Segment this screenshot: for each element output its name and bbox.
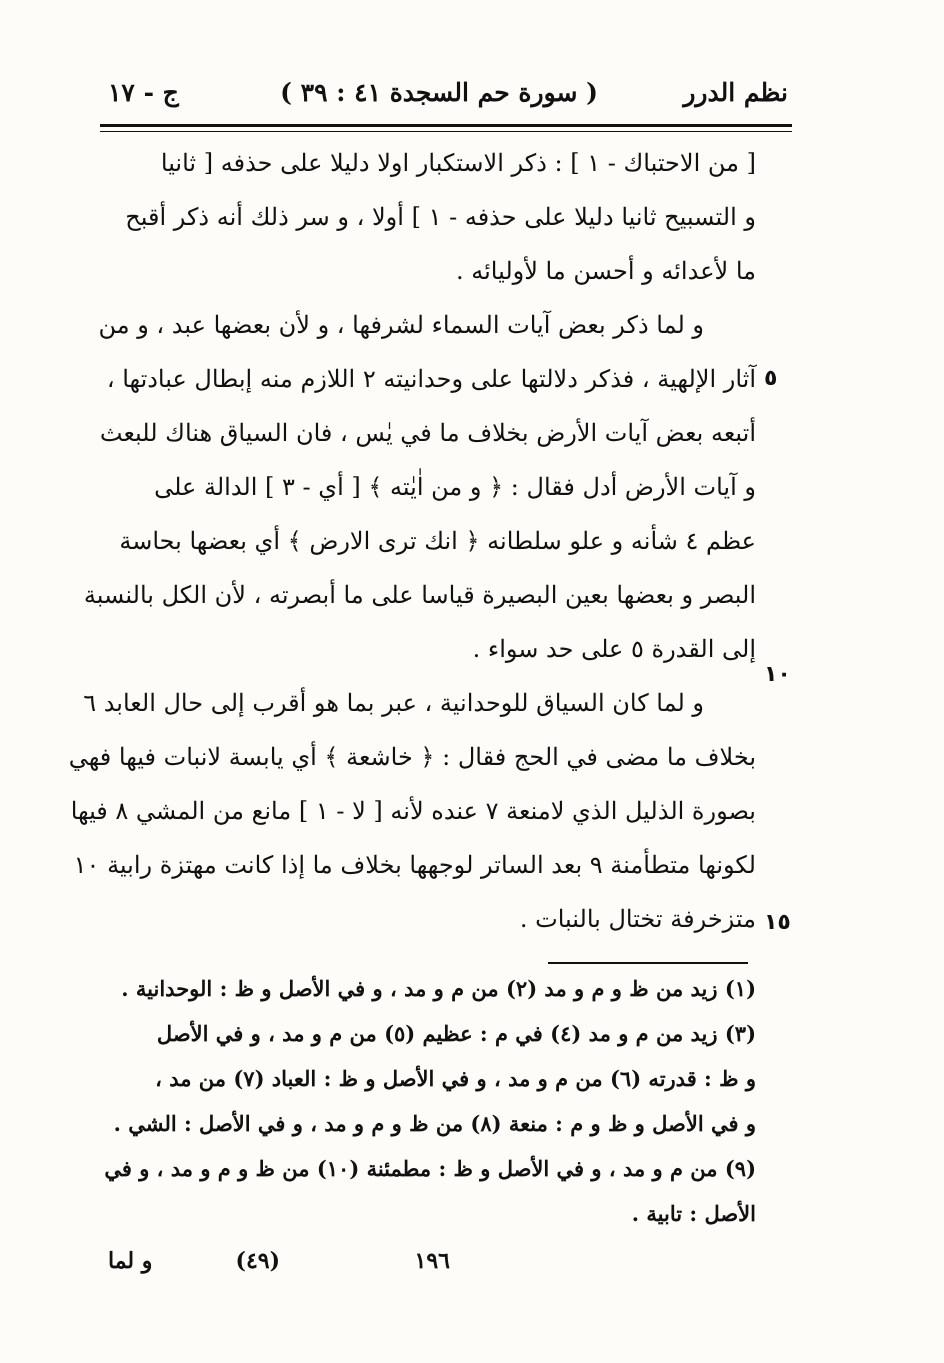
text-line: و لما كان السياق للوحدانية ، عبر بما هو أقرب إلى حال العابد ٦ (83, 689, 704, 717)
text-line: أتبعه بعض آيات الأرض بخلاف ما في يٰس ، فان السياق هناك للبعث (99, 419, 756, 447)
footnote-line: (٣) زيد من م و مد (٤) في م : عظيم (٥) من م و مد ، و في الأصل (156, 1021, 756, 1046)
text-line: البصر و بعضها بعين البصيرة قياسا على ما أبصرته ، لأن الكل بالنسبة (83, 581, 756, 609)
running-header (108, 74, 788, 118)
footnotes (104, 966, 756, 1236)
text-line: إلى القدرة ٥ على حد سواء . (472, 635, 756, 663)
book-title: نظم الدرر (683, 78, 788, 107)
text-line: لكونها متطأمنة ٩ بعد الساتر لوجهها بخلاف ما إذا كانت مهتزة رابية ١٠ (73, 851, 756, 879)
footnote-line: (٩) من م و مد ، و في الأصل و ظ : مطمئنة (١٠) من ظ و م و مد ، و في (104, 1156, 756, 1181)
volume-number: ج - ١٧ (108, 78, 179, 107)
text-line: بخلاف ما مضى في الحج فقال : ﴿ خاشعة ﴾ أي يابسة لانبات فيها فهي (68, 743, 756, 771)
page-footer (108, 1244, 788, 1284)
footnote-line: و في الأصل و ظ و م : منعة (٨) من ظ و م و مد ، و في الأصل : الشي . (113, 1111, 756, 1136)
text-line: و التسبيح ثانيا دليلا على حذفه - ١ ] أولا ، و سر ذلك أنه ذكر أقبح (125, 203, 756, 231)
page-number: ١٩٦ (414, 1248, 450, 1274)
main-text (68, 136, 756, 946)
line-number-10: ١٠ (764, 662, 791, 687)
text-line: بصورة الذليل الذي لامنعة ٧ عنده لأنه [ لا - ١ ] مانع من المشي ٨ فيها (70, 797, 756, 825)
text-line: عظم ٤ شأنه و علو سلطانه ﴿ انك ترى الارض ﴾ أي بعضها بحاسة (119, 527, 756, 555)
line-number-5: ٥ (764, 366, 778, 391)
signature-mark: (٤٩) (235, 1248, 280, 1274)
text-line: و لما ذكر بعض آيات السماء لشرفها ، و لأن بعضها عبد ، و من (98, 311, 704, 339)
text-line: و آيات الأرض أدل فقال : ﴿ و من اٰيٰته ﴾ [ أي - ٣ ] الدالة على (154, 473, 756, 501)
text-line: [ من الاحتباك - ١ ] : ذكر الاستكبار اولا دليلا على حذفه [ ثانيا (160, 149, 756, 177)
text-line: ما لأعدائه و أحسن ما لأوليائه . (455, 257, 756, 285)
footnote-separator (548, 962, 748, 964)
header-rule-thick (100, 124, 792, 127)
footnote-line: الأصل : تابية . (631, 1201, 756, 1226)
header-rule-thin (100, 131, 792, 132)
catchword: و لما (108, 1248, 153, 1274)
surah-reference: ( سورة حم السجدة ٤١ : ٣٩ ) (280, 78, 598, 107)
footnote-line: (١) زيد من ظ و م و مد (٢) من م و مد ، و في الأصل و ظ : الوحدانية . (121, 976, 756, 1001)
line-number-15: ١٥ (764, 910, 791, 935)
footnote-line: و ظ : قدرته (٦) من م و مد ، و في الأصل و ظ : العباد (٧) من مد ، (155, 1066, 756, 1091)
text-line: آثار الإلهية ، فذكر دلالتها على وحدانيته ٢ اللازم منه إبطال عبادتها ، (106, 365, 756, 393)
text-line: متزخرفة تختال بالنبات . (519, 905, 756, 933)
